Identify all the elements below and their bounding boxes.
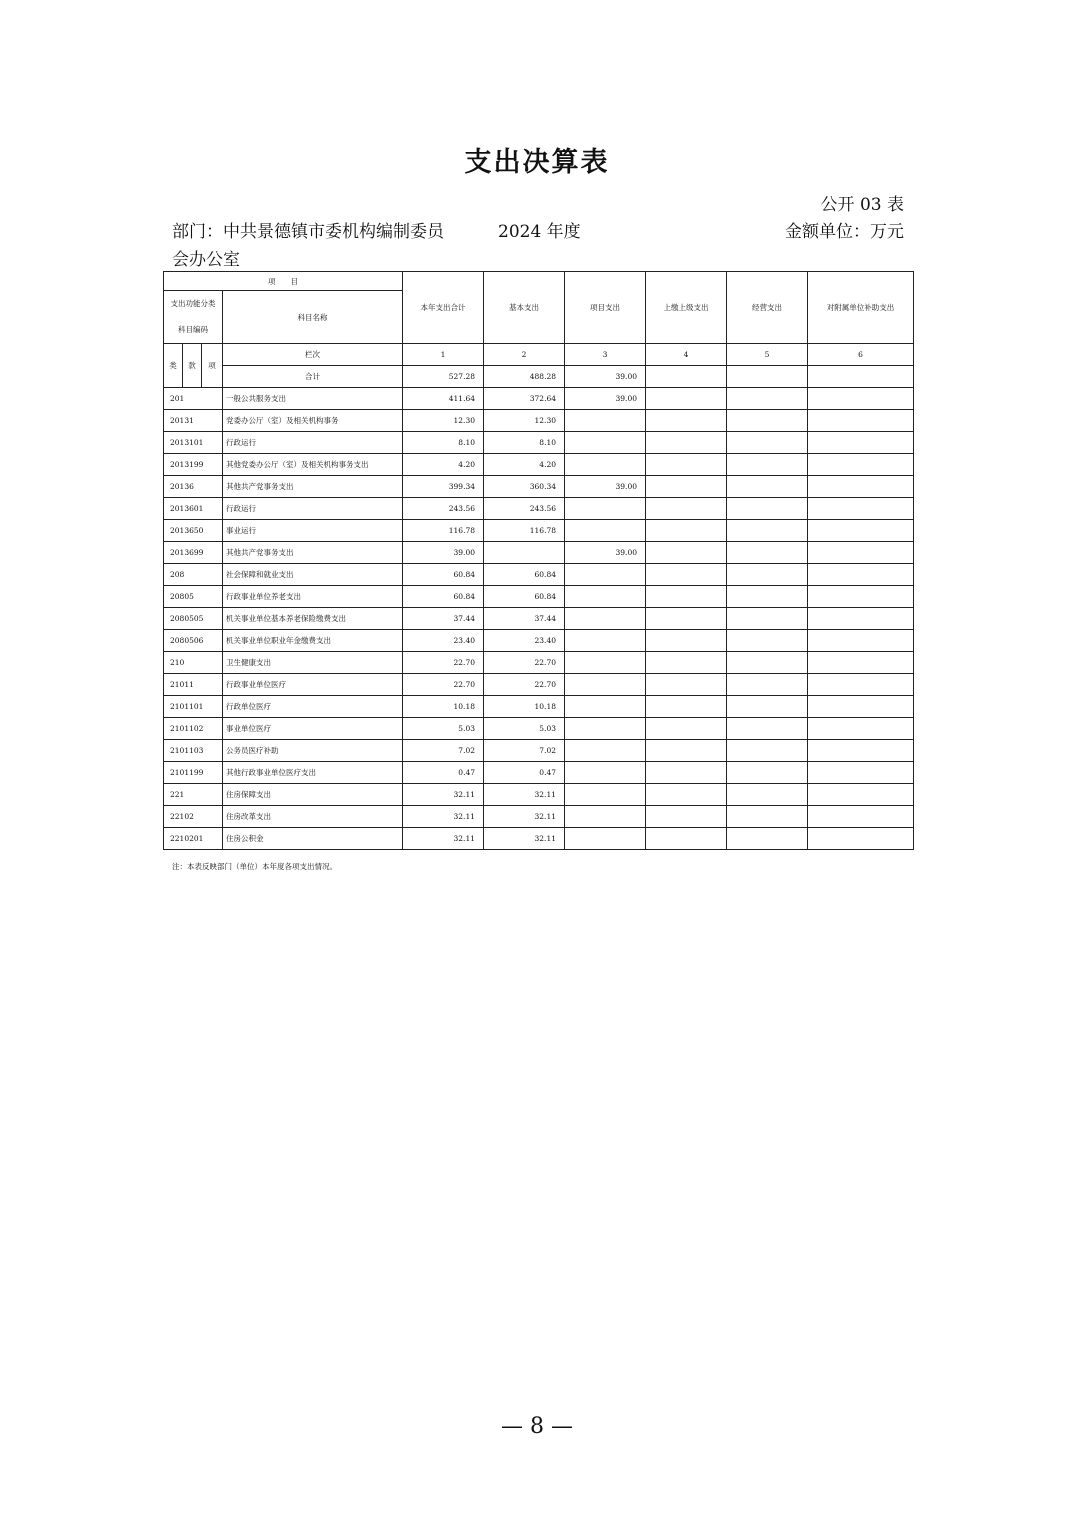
- row-basic: 8.10: [484, 432, 565, 454]
- row-total: 7.02: [403, 740, 484, 762]
- row-total: 116.78: [403, 520, 484, 542]
- row-upper: [646, 542, 727, 564]
- row-subsidy: [808, 388, 914, 410]
- row-business: [727, 388, 808, 410]
- table-row: [164, 608, 914, 630]
- row-basic: 32.11: [484, 806, 565, 828]
- table-row: [164, 454, 914, 476]
- table-row: [164, 674, 914, 696]
- row-code: 2080505: [164, 608, 223, 630]
- row-subject-name: 机关事业单位职业年金缴费支出: [223, 630, 403, 652]
- row-basic: 22.70: [484, 652, 565, 674]
- row-basic: 60.84: [484, 586, 565, 608]
- row-project: [565, 696, 646, 718]
- total-project: 39.00: [565, 366, 646, 388]
- row-basic: 37.44: [484, 608, 565, 630]
- row-code: 221: [164, 784, 223, 806]
- row-subsidy: [808, 432, 914, 454]
- table-row: [164, 762, 914, 784]
- row-business: [727, 432, 808, 454]
- row-project: [565, 762, 646, 784]
- row-code: 20131: [164, 410, 223, 432]
- row-upper: [646, 520, 727, 542]
- row-subject-name: 事业运行: [223, 520, 403, 542]
- header-row-1: [164, 272, 914, 291]
- row-code: 2101103: [164, 740, 223, 762]
- row-business: [727, 564, 808, 586]
- table-row: [164, 630, 914, 652]
- row-business: [727, 542, 808, 564]
- header-subject-name: 科目名称: [223, 291, 403, 344]
- row-total: 22.70: [403, 652, 484, 674]
- header-project: 项目支出: [565, 272, 646, 344]
- row-code: 2080506: [164, 630, 223, 652]
- total-business: [727, 366, 808, 388]
- amount-unit: 金额单位：万元: [785, 222, 904, 242]
- row-code: 2101101: [164, 696, 223, 718]
- row-upper: [646, 674, 727, 696]
- row-upper: [646, 696, 727, 718]
- table-row: [164, 784, 914, 806]
- expenditure-table: [163, 271, 914, 850]
- page-title: 支出决算表: [464, 147, 610, 178]
- row-total: 60.84: [403, 564, 484, 586]
- row-subject-name: 其他党委办公厅（室）及相关机构事务支出: [223, 454, 403, 476]
- row-subsidy: [808, 740, 914, 762]
- row-subsidy: [808, 498, 914, 520]
- row-basic: 243.56: [484, 498, 565, 520]
- row-subject-name: 行政单位医疗: [223, 696, 403, 718]
- row-subject-name: 机关事业单位基本养老保险缴费支出: [223, 608, 403, 630]
- row-subsidy: [808, 718, 914, 740]
- header-kuan: 款: [183, 344, 202, 388]
- table-row: [164, 740, 914, 762]
- header-lei: 类: [164, 344, 183, 388]
- row-subsidy: [808, 674, 914, 696]
- row-total: 32.11: [403, 784, 484, 806]
- row-total: 4.20: [403, 454, 484, 476]
- row-subsidy: [808, 652, 914, 674]
- row-basic: 4.20: [484, 454, 565, 476]
- row-subsidy: [808, 608, 914, 630]
- row-total: 411.64: [403, 388, 484, 410]
- header-business: 经营支出: [727, 272, 808, 344]
- table-row: [164, 586, 914, 608]
- row-upper: [646, 630, 727, 652]
- total-row: [164, 366, 914, 388]
- row-subject-name: 一般公共服务支出: [223, 388, 403, 410]
- form-number: 公开 03 表: [820, 195, 904, 215]
- row-project: [565, 674, 646, 696]
- row-business: [727, 630, 808, 652]
- row-code: 2210201: [164, 828, 223, 850]
- row-code: 2013199: [164, 454, 223, 476]
- row-business: [727, 784, 808, 806]
- row-subsidy: [808, 520, 914, 542]
- total-amount: 527.28: [403, 366, 484, 388]
- row-business: [727, 828, 808, 850]
- row-code: 2013101: [164, 432, 223, 454]
- col-number-1: 1: [403, 344, 484, 366]
- col-number-2: 2: [484, 344, 565, 366]
- row-business: [727, 520, 808, 542]
- row-basic: 0.47: [484, 762, 565, 784]
- row-business: [727, 762, 808, 784]
- row-code: 210: [164, 652, 223, 674]
- row-upper: [646, 806, 727, 828]
- row-total: 37.44: [403, 608, 484, 630]
- row-business: [727, 586, 808, 608]
- header-row-4: [164, 344, 914, 366]
- row-code: 201: [164, 388, 223, 410]
- row-total: 5.03: [403, 718, 484, 740]
- col-number-5: 5: [727, 344, 808, 366]
- row-total: 32.11: [403, 828, 484, 850]
- row-project: [565, 454, 646, 476]
- row-project: [565, 586, 646, 608]
- row-business: [727, 476, 808, 498]
- row-project: 39.00: [565, 476, 646, 498]
- row-basic: 5.03: [484, 718, 565, 740]
- row-subject-name: 事业单位医疗: [223, 718, 403, 740]
- row-subject-name: 住房公积金: [223, 828, 403, 850]
- row-basic: 23.40: [484, 630, 565, 652]
- row-basic: 22.70: [484, 674, 565, 696]
- row-subsidy: [808, 410, 914, 432]
- row-project: [565, 740, 646, 762]
- row-project: 39.00: [565, 542, 646, 564]
- row-upper: [646, 740, 727, 762]
- row-project: [565, 498, 646, 520]
- row-upper: [646, 718, 727, 740]
- row-total: 22.70: [403, 674, 484, 696]
- fiscal-year: 2024 年度: [498, 222, 581, 242]
- row-upper: [646, 608, 727, 630]
- table-row: [164, 476, 914, 498]
- header-item: 项 目: [164, 272, 403, 291]
- col-number-4: 4: [646, 344, 727, 366]
- row-business: [727, 652, 808, 674]
- page-number: — 8 —: [501, 1414, 573, 1439]
- row-code: 208: [164, 564, 223, 586]
- row-basic: 360.34: [484, 476, 565, 498]
- table-row: [164, 828, 914, 850]
- row-business: [727, 454, 808, 476]
- row-total: 399.34: [403, 476, 484, 498]
- row-upper: [646, 454, 727, 476]
- row-subject-name: 住房改革支出: [223, 806, 403, 828]
- row-total: 243.56: [403, 498, 484, 520]
- row-project: [565, 828, 646, 850]
- table-row: [164, 432, 914, 454]
- row-project: [565, 564, 646, 586]
- row-upper: [646, 410, 727, 432]
- row-total: 23.40: [403, 630, 484, 652]
- header-func-code: 支出功能分类科目编码: [164, 291, 223, 344]
- header-xiang: 项: [202, 344, 223, 388]
- table-note: 注：本表反映部门（单位）本年度各项支出情况。: [172, 862, 337, 871]
- row-total: 10.18: [403, 696, 484, 718]
- col-number-3: 3: [565, 344, 646, 366]
- row-project: [565, 718, 646, 740]
- row-total: 8.10: [403, 432, 484, 454]
- table-row: [164, 564, 914, 586]
- total-upper: [646, 366, 727, 388]
- row-basic: 60.84: [484, 564, 565, 586]
- row-basic: 32.11: [484, 828, 565, 850]
- row-project: [565, 806, 646, 828]
- row-project: [565, 630, 646, 652]
- row-total: 0.47: [403, 762, 484, 784]
- row-total: 39.00: [403, 542, 484, 564]
- row-subject-name: 行政运行: [223, 432, 403, 454]
- header-lanci: 栏次: [223, 344, 403, 366]
- row-basic: 32.11: [484, 784, 565, 806]
- total-subsidy: [808, 366, 914, 388]
- row-subject-name: 行政事业单位养老支出: [223, 586, 403, 608]
- row-project: [565, 608, 646, 630]
- row-project: [565, 520, 646, 542]
- row-basic: 372.64: [484, 388, 565, 410]
- row-code: 2013699: [164, 542, 223, 564]
- row-project: [565, 652, 646, 674]
- row-subsidy: [808, 454, 914, 476]
- row-upper: [646, 476, 727, 498]
- row-subject-name: 社会保障和就业支出: [223, 564, 403, 586]
- row-basic: 7.02: [484, 740, 565, 762]
- row-business: [727, 806, 808, 828]
- row-code: 2013601: [164, 498, 223, 520]
- row-basic: [484, 542, 565, 564]
- header-upper: 上缴上级支出: [646, 272, 727, 344]
- row-subject-name: 党委办公厅（室）及相关机构事务: [223, 410, 403, 432]
- row-subject-name: 住房保障支出: [223, 784, 403, 806]
- total-basic: 488.28: [484, 366, 565, 388]
- row-subject-name: 其他共产党事务支出: [223, 476, 403, 498]
- row-subject-name: 行政事业单位医疗: [223, 674, 403, 696]
- row-subject-name: 其他行政事业单位医疗支出: [223, 762, 403, 784]
- row-code: 22102: [164, 806, 223, 828]
- table-row: [164, 388, 914, 410]
- row-subsidy: [808, 696, 914, 718]
- row-business: [727, 608, 808, 630]
- row-project: 39.00: [565, 388, 646, 410]
- row-upper: [646, 388, 727, 410]
- row-business: [727, 696, 808, 718]
- col-number-6: 6: [808, 344, 914, 366]
- row-total: 32.11: [403, 806, 484, 828]
- row-business: [727, 740, 808, 762]
- row-total: 12.30: [403, 410, 484, 432]
- row-code: 2101199: [164, 762, 223, 784]
- row-upper: [646, 586, 727, 608]
- row-upper: [646, 784, 727, 806]
- header-subsidy: 对附属单位补助支出: [808, 272, 914, 344]
- row-subsidy: [808, 806, 914, 828]
- row-subsidy: [808, 586, 914, 608]
- row-subject-name: 公务员医疗补助: [223, 740, 403, 762]
- row-upper: [646, 762, 727, 784]
- row-subject-name: 行政运行: [223, 498, 403, 520]
- row-business: [727, 410, 808, 432]
- row-total: 60.84: [403, 586, 484, 608]
- table-row: [164, 806, 914, 828]
- header-basic: 基本支出: [484, 272, 565, 344]
- row-upper: [646, 498, 727, 520]
- table-row: [164, 718, 914, 740]
- row-subsidy: [808, 784, 914, 806]
- row-basic: 116.78: [484, 520, 565, 542]
- header-total: 本年支出合计: [403, 272, 484, 344]
- row-upper: [646, 828, 727, 850]
- department-label: 部门：中共景德镇市委机构编制委员会办公室: [172, 222, 444, 270]
- row-subsidy: [808, 476, 914, 498]
- row-subsidy: [808, 542, 914, 564]
- row-subject-name: 卫生健康支出: [223, 652, 403, 674]
- table-row: [164, 498, 914, 520]
- row-subsidy: [808, 762, 914, 784]
- row-subsidy: [808, 828, 914, 850]
- row-subject-name: 其他共产党事务支出: [223, 542, 403, 564]
- table-row: [164, 542, 914, 564]
- row-business: [727, 718, 808, 740]
- total-label: 合计: [223, 366, 403, 388]
- table-row: [164, 652, 914, 674]
- row-upper: [646, 432, 727, 454]
- row-subsidy: [808, 564, 914, 586]
- row-project: [565, 432, 646, 454]
- row-basic: 12.30: [484, 410, 565, 432]
- row-project: [565, 410, 646, 432]
- row-code: 2013650: [164, 520, 223, 542]
- row-code: 21011: [164, 674, 223, 696]
- row-business: [727, 498, 808, 520]
- row-code: 20805: [164, 586, 223, 608]
- row-subsidy: [808, 630, 914, 652]
- row-basic: 10.18: [484, 696, 565, 718]
- row-code: 2101102: [164, 718, 223, 740]
- row-upper: [646, 564, 727, 586]
- row-upper: [646, 652, 727, 674]
- row-project: [565, 784, 646, 806]
- row-business: [727, 674, 808, 696]
- row-code: 20136: [164, 476, 223, 498]
- table-row: [164, 520, 914, 542]
- table-row: [164, 410, 914, 432]
- table-row: [164, 696, 914, 718]
